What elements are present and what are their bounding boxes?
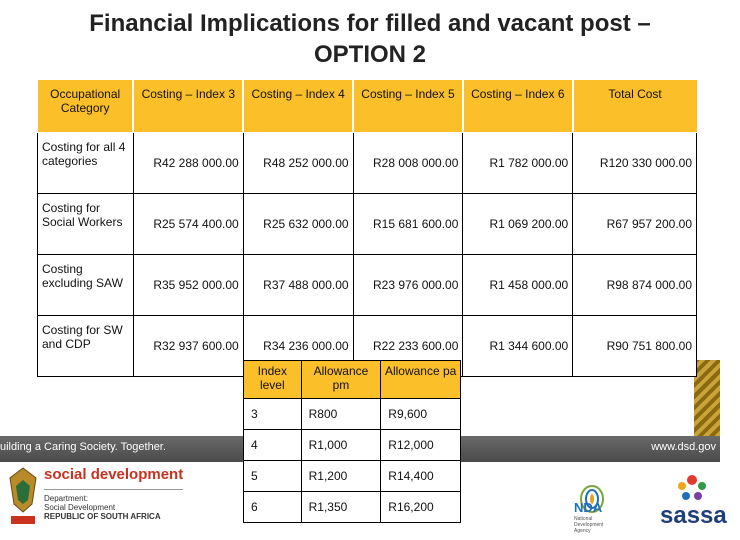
value-cell: R1 782 000.00 [463, 133, 573, 194]
footer-website: www.dsd.gov [651, 441, 716, 453]
column-header: Costing – Index 6 [463, 80, 573, 133]
category-cell: Costing excluding SAW [38, 255, 134, 316]
table-row [244, 399, 461, 430]
category-cell: Costing for SW and CDP [38, 316, 134, 377]
table-row [38, 133, 697, 194]
allowance-pm-cell: R800 [301, 399, 381, 430]
value-cell: R1 344 600.00 [463, 316, 573, 377]
title-line-2: OPTION 2 [313, 41, 427, 68]
column-header: Costing – Index 5 [353, 80, 463, 133]
total-cell: R67 957 200.00 [573, 194, 697, 255]
table-row [244, 461, 461, 492]
table-row [244, 430, 461, 461]
allowance-pa-cell: R14,400 [381, 461, 461, 492]
costing-header-row [38, 80, 697, 133]
value-cell: R48 252 000.00 [243, 133, 353, 194]
value-cell: R32 937 600.00 [133, 316, 243, 377]
allowance-pm-cell: R1,000 [301, 430, 381, 461]
category-cell: Costing for Social Workers [38, 194, 134, 255]
index-cell: 3 [244, 399, 302, 430]
column-header: Index level [244, 361, 302, 399]
total-cell: R90 751 800.00 [573, 316, 697, 377]
allowance-table [243, 360, 461, 523]
table-row [38, 255, 697, 316]
category-cell: Costing for all 4 categories [38, 133, 134, 194]
dept-line: REPUBLIC OF SOUTH AFRICA [44, 512, 161, 521]
total-cell: R120 330 000.00 [573, 133, 697, 194]
value-cell: R22 233 600.00 [353, 316, 463, 377]
department-lines [44, 489, 183, 521]
allowance-pa-cell: R16,200 [381, 492, 461, 523]
value-cell: R15 681 600.00 [353, 194, 463, 255]
index-cell: 6 [244, 492, 302, 523]
allowance-header-row [244, 361, 461, 399]
table-row [244, 492, 461, 523]
value-cell: R35 952 000.00 [133, 255, 243, 316]
column-header: Occupational Category [38, 80, 134, 133]
total-cell: R98 874 000.00 [573, 255, 697, 316]
column-header: Costing – Index 4 [243, 80, 353, 133]
column-header: Total Cost [573, 80, 697, 133]
title-line-1: Financial Implications for filled and vacant post – [89, 10, 651, 37]
footer-slogan: uilding a Caring Society. Together. [0, 441, 166, 453]
sassa-logo-icon [666, 466, 718, 506]
value-cell: R28 008 000.00 [353, 133, 463, 194]
department-logo-text [44, 466, 183, 521]
value-cell: R25 632 000.00 [243, 194, 353, 255]
allowance-pm-cell: R1,350 [301, 492, 381, 523]
value-cell: R25 574 400.00 [133, 194, 243, 255]
value-cell: R1 458 000.00 [463, 255, 573, 316]
allowance-pa-cell: R9,600 [381, 399, 461, 430]
value-cell: R37 488 000.00 [243, 255, 353, 316]
column-header: Allowance pa [381, 361, 461, 399]
value-cell: R23 976 000.00 [353, 255, 463, 316]
nda-subtitle: National Development Agency [574, 516, 604, 534]
dept-line: Department: [44, 494, 89, 503]
brand-name: social development [44, 466, 184, 483]
value-cell: R42 288 000.00 [133, 133, 243, 194]
value-cell: R34 236 000.00 [243, 316, 353, 377]
column-header: Costing – Index 3 [133, 80, 243, 133]
sassa-name: sassa [660, 502, 727, 529]
index-cell: 4 [244, 430, 302, 461]
allowance-pa-cell: R12,000 [381, 430, 461, 461]
page-title [0, 8, 740, 70]
index-cell: 5 [244, 461, 302, 492]
allowance-pm-cell: R1,200 [301, 461, 381, 492]
value-cell: R1 069 200.00 [463, 194, 573, 255]
column-header: Allowance pm [301, 361, 381, 399]
nda-name: NDA [574, 500, 603, 515]
coat-of-arms-icon [6, 464, 40, 532]
costing-table [37, 79, 697, 377]
table-row [38, 194, 697, 255]
dept-line: Social Development [44, 503, 116, 512]
